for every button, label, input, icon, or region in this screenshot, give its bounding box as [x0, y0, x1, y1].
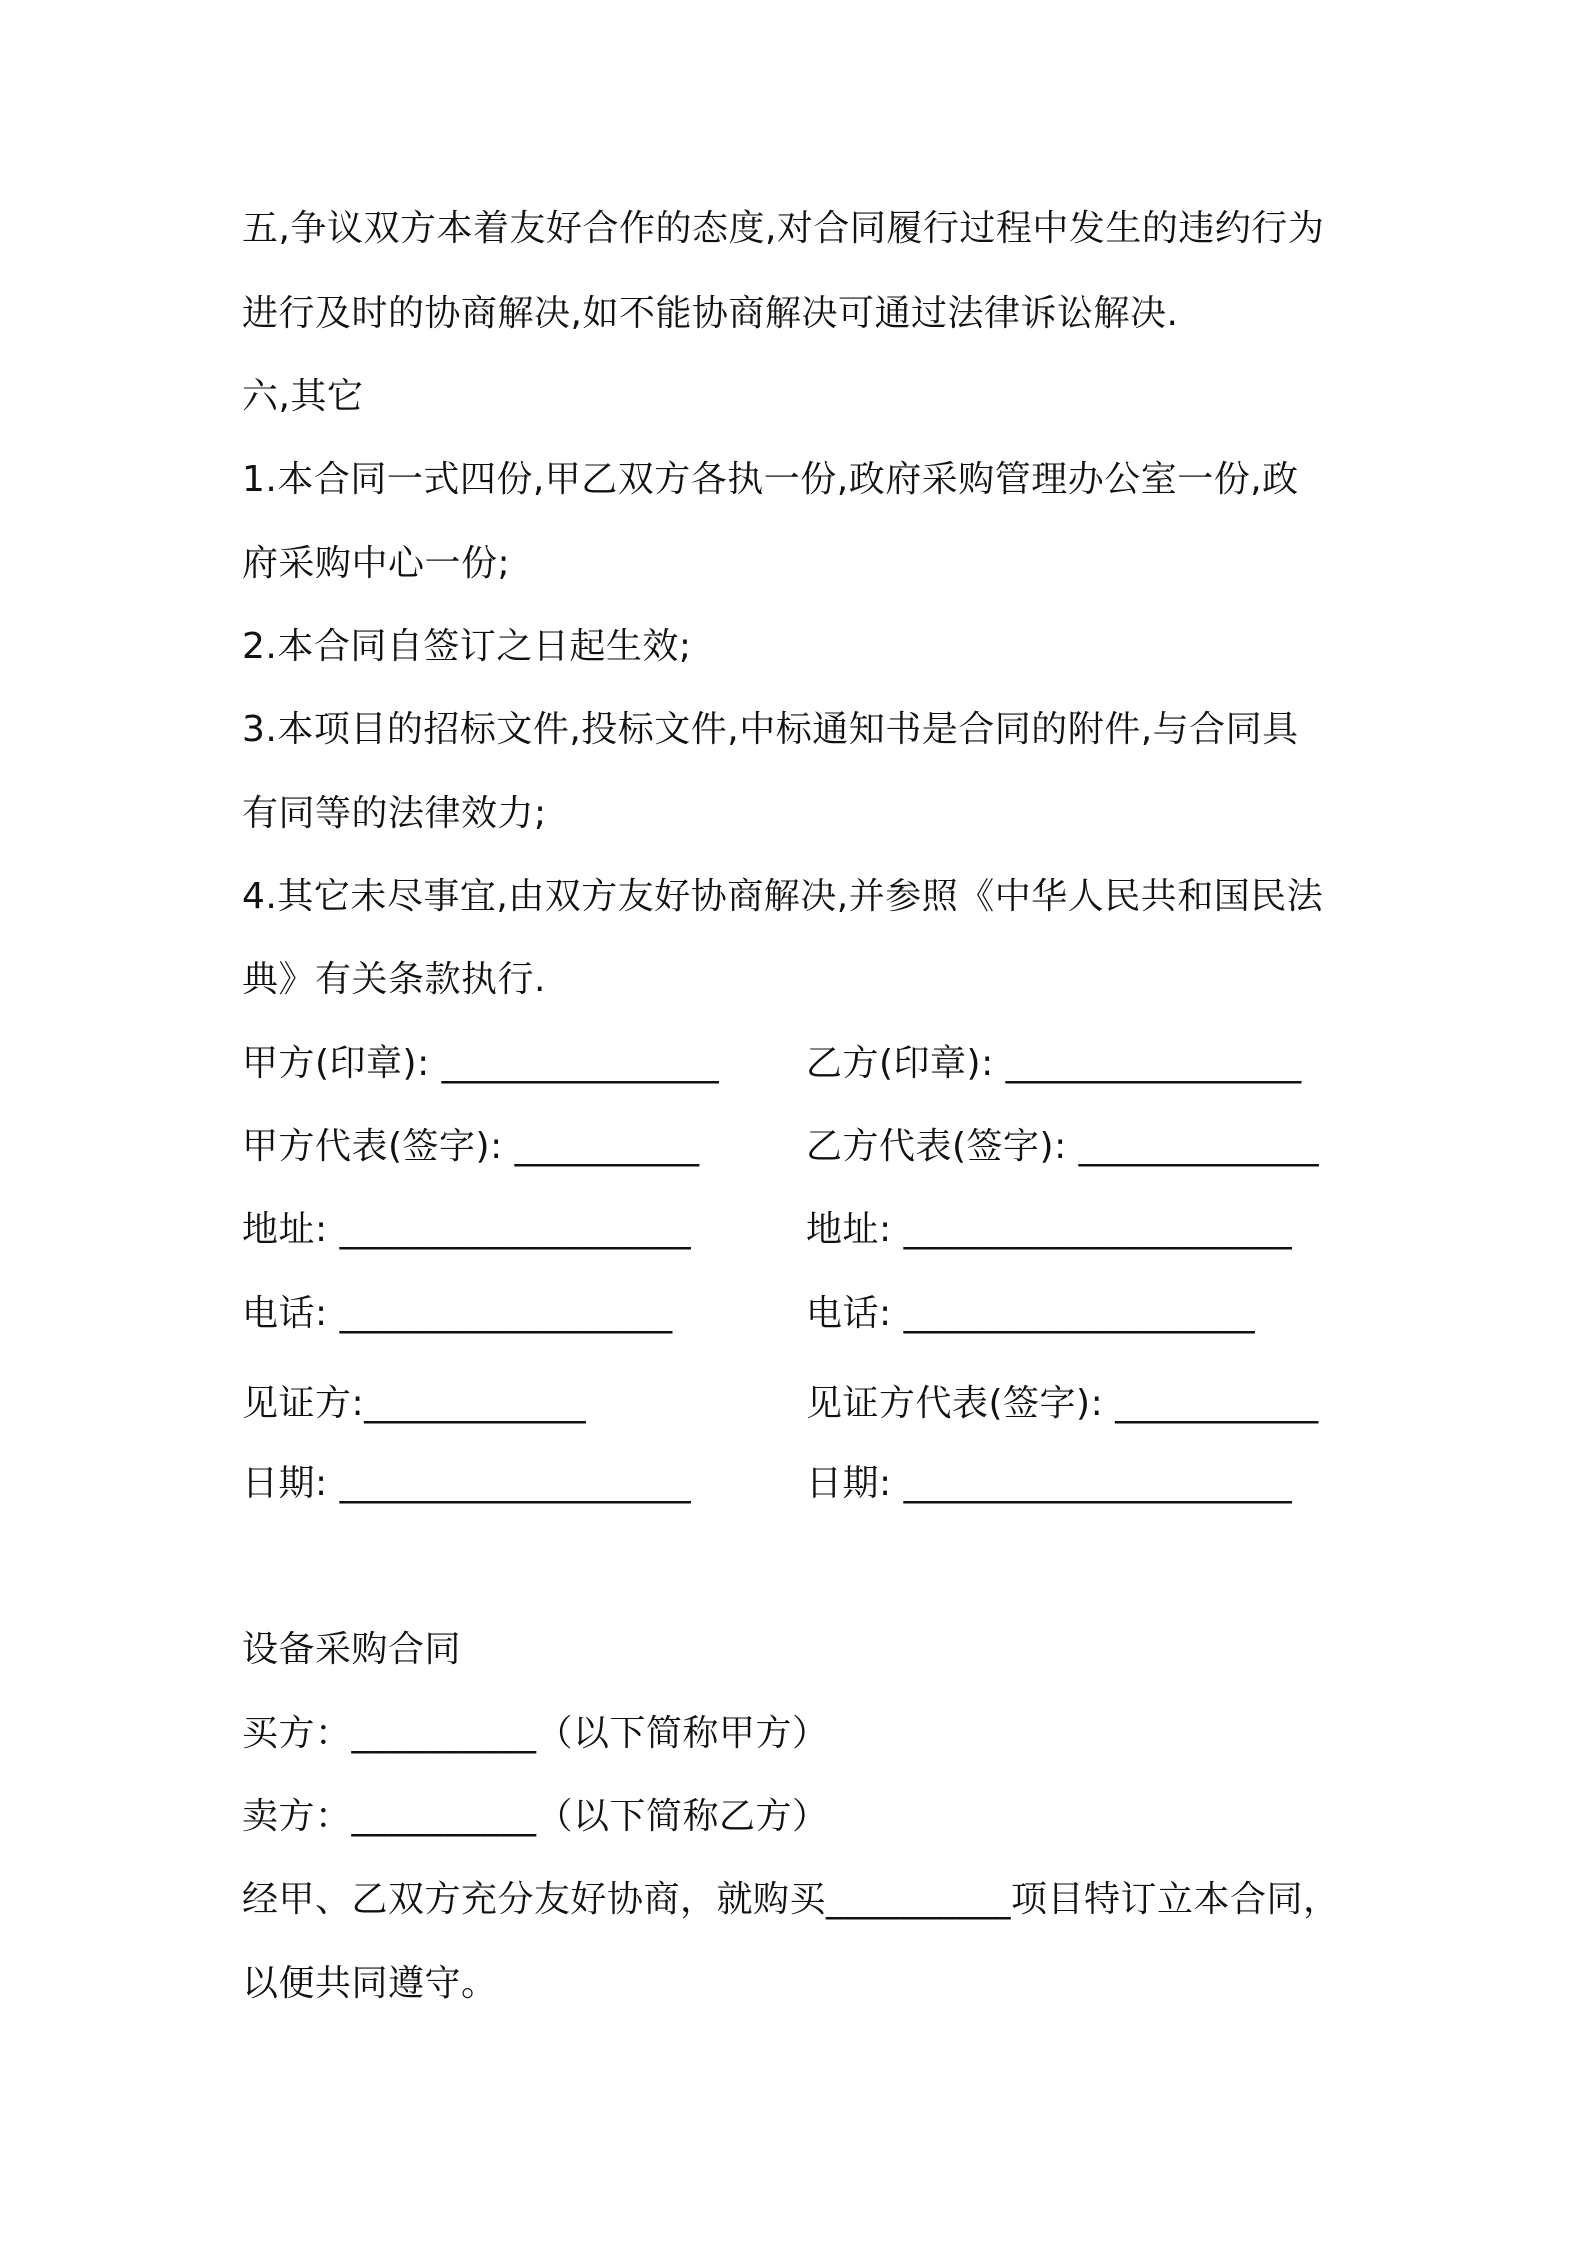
party-a-address-field: 地址: ___________________ [242, 1209, 692, 1250]
party-b-phone-field: 电话: ___________________ [806, 1293, 1256, 1334]
party-a-representative-field: 甲方代表(签字): __________ [242, 1126, 700, 1167]
contract-2-intro-line-1: 经甲、乙双方充分友好协商，就购买__________项目特订立本合同， [242, 1879, 1340, 1920]
clause-6-item-3-line-1: 3.本项目的招标文件,投标文件,中标通知书是合同的附件,与合同具 [242, 709, 1299, 750]
party-b-representative-field: 乙方代表(签字): _____________ [806, 1126, 1320, 1167]
contract-2-title: 设备采购合同 [242, 1629, 462, 1670]
party-a-date-field: 日期: ___________________ [242, 1463, 692, 1504]
party-a-seal-field: 甲方(印章): _______________ [242, 1043, 720, 1084]
party-b-seal-field: 乙方(印章): ________________ [806, 1043, 1302, 1084]
clause-6-item-4-line-2: 典》有关条款执行. [242, 959, 546, 1000]
clause-6-heading: 六,其它 [242, 376, 364, 417]
party-a-phone-field: 电话: __________________ [242, 1293, 673, 1334]
clause-6-item-3-line-2: 有同等的法律效力; [242, 793, 547, 834]
seller-field: 卖方：__________（以下简称乙方） [242, 1796, 829, 1837]
clause-5-line-2: 进行及时的协商解决,如不能协商解决可通过法律诉讼解决. [242, 293, 1179, 334]
witness-field: 见证方:____________ [242, 1383, 587, 1424]
clause-5-line-1: 五,争议双方本着友好合作的态度,对合同履行过程中发生的违约行为 [242, 208, 1325, 249]
clause-6-item-1-line-1: 1.本合同一式四份,甲乙双方各执一份,政府采购管理办公室一份,政 [242, 459, 1299, 500]
clause-6-item-4-line-1: 4.其它未尽事宜,由双方友好协商解决,并参照《中华人民共和国民法 [242, 876, 1324, 917]
party-b-date-field: 日期: _____________________ [806, 1463, 1293, 1504]
clause-6-item-2: 2.本合同自签订之日起生效; [242, 626, 692, 667]
witness-representative-field: 见证方代表(签字): ___________ [806, 1383, 1319, 1424]
buyer-field: 买方：__________（以下简称甲方） [242, 1713, 829, 1754]
clause-6-item-1-line-2: 府采购中心一份; [242, 543, 511, 584]
contract-2-intro-line-2: 以便共同遵守。 [242, 1963, 498, 2004]
party-b-address-field: 地址: _____________________ [806, 1209, 1293, 1250]
